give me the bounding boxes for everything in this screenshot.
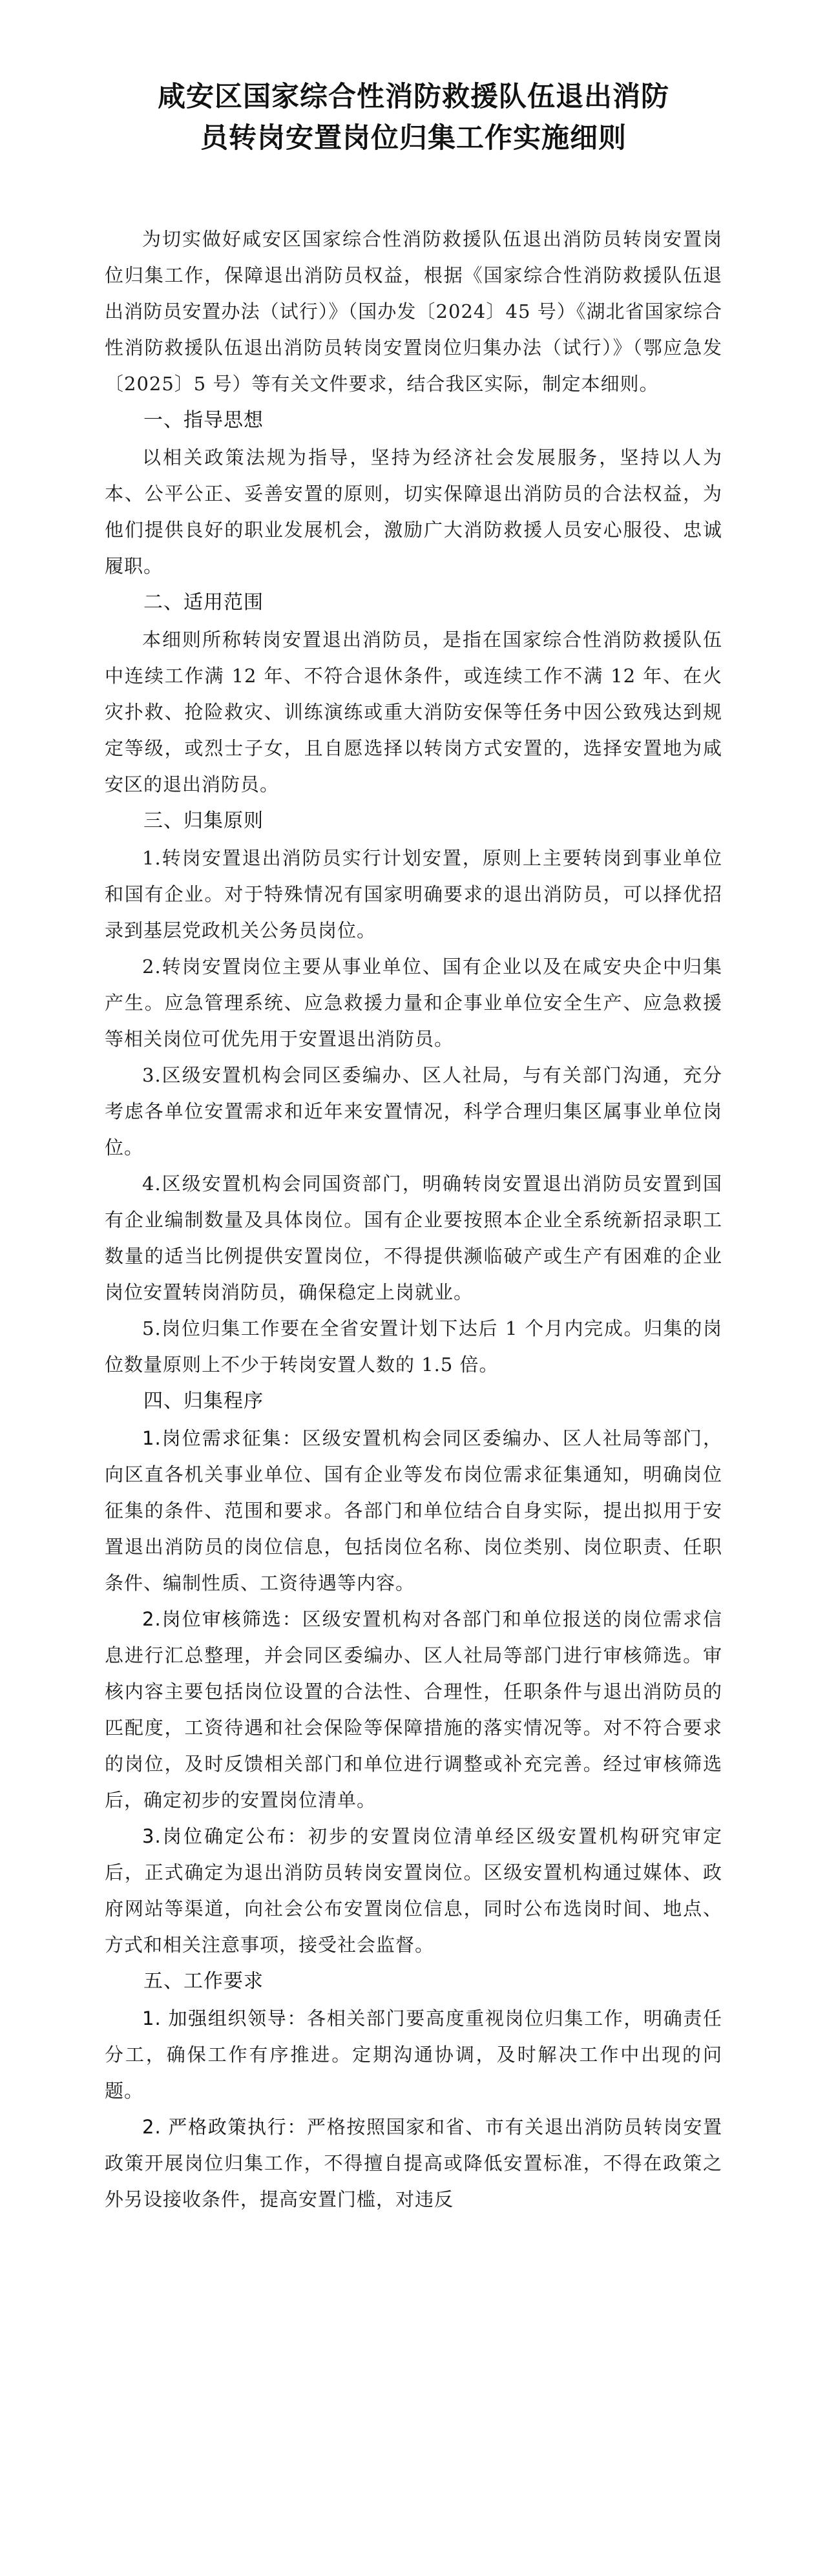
intro-paragraph: 为切实做好咸安区国家综合性消防救援队伍退出消防员转岗安置岗位归集工作，保障退出消防员权益，根据《国家综合性消防救援队伍退出消防员安置办法（试行）》（国办发〔2024〕45 号）《湖北省国家综合性消防救援队伍退出消防员转岗安置岗位归集办法（试行）》（鄂应急发〔2025〕5 号）等有关文件要求，结合我区实际，制定本细则。 bbox=[105, 228, 722, 395]
paragraph-text: 4.区级安置机构会同国资部门，明确转岗安置退出消防员安置到国有企业编制数量及具体岗位。国有企业要按照本企业全系统新招录职工数量的适当比例提供安置岗位，不得提供濒临破产或生产有困难的企业岗位安置转岗消防员，确保稳定上岗就业。 bbox=[105, 1173, 722, 1303]
section-paragraph bbox=[105, 1818, 722, 1963]
section-paragraph bbox=[105, 1420, 722, 1601]
paragraph-text: 区级安置机构会同区委编办、区人社局等部门，向区直各机关事业单位、国有企业等发布岗位需求征集通知，明确岗位征集的条件、范围和要求。各部门和单位结合自身实际，提出拟用于安置退出消防员的岗位信息，包括岗位名称、岗位类别、岗位职责、任职条件、编制性质、工资待遇等内容。 bbox=[105, 1427, 722, 1594]
paragraph-text: 初步的安置岗位清单经区级安置机构研究审定后，正式确定为退出消防员转岗安置岗位。区级安置机构通过媒体、政府网站等渠道，向社会公布安置岗位信息，同时公布选岗时间、地点、方式和相关注意事项，接受社会监督。 bbox=[105, 1825, 722, 1956]
paragraph-text: 以相关政策法规为指导，坚持为经济社会发展服务，坚持以人为本、公平公正、妥善安置的原则，切实保障退出消防员的合法权益，为他们提供良好的职业发展机会，激励广大消防救援人员安心服役、忠诚履职。 bbox=[105, 446, 722, 577]
paragraph-text: 区级安置机构对各部门和单位报送的岗位需求信息进行汇总整理，并会同区委编办、区人社局等部门进行审核筛选。审核内容主要包括岗位设置的合法性、合理性，任职条件与退出消防员的匹配度，工资待遇和社会保险等保障措施的落实情况等。对不符合要求的岗位，及时反馈相关部门和单位进行调整或补充完善。经过审核筛选后，确定初步的安置岗位清单。 bbox=[105, 1608, 722, 1811]
section-paragraph bbox=[105, 840, 722, 948]
paragraph-text: 3.区级安置机构会同区委编办、区人社局，与有关部门沟通，充分考虑各单位安置需求和近年来安置情况，科学合理归集区属事业单位岗位。 bbox=[105, 1064, 722, 1158]
section-paragraph bbox=[105, 1166, 722, 1310]
document-title bbox=[105, 76, 722, 159]
paragraph-text: 严格按照国家和省、市有关退出消防员转岗安置政策开展岗位归集工作，不得擅自提高或降低安置标准，不得在政策之外另设接收条件，提高安置门槛，对违反 bbox=[105, 2116, 722, 2210]
section-paragraph bbox=[105, 622, 722, 802]
paragraph-lead: 2.岗位审核筛选： bbox=[142, 1608, 302, 1630]
title-line-1: 咸安区国家综合性消防救援队伍退出消防 bbox=[158, 81, 669, 113]
section-paragraph bbox=[105, 439, 722, 584]
title-line-2: 员转岗安置岗位归集工作实施细则 bbox=[200, 122, 627, 154]
paragraph-text: 5.岗位归集工作要在全省安置计划下达后 1 个月内完成。归集的岗位数量原则上不少于转岗安置人数的 1.5 倍。 bbox=[105, 1317, 722, 1376]
document-body bbox=[105, 402, 722, 2217]
section-paragraph bbox=[105, 1310, 722, 1383]
paragraph-text: 本细则所称转岗安置退出消防员，是指在国家综合性消防救援队伍中连续工作满 12 年、不符合退休条件，或连续工作不满 12 年、在火灾扑救、抢险救灾、训练演练或重大消防安保等任务中因公致残达到规定等级，或烈士子女，且自愿选择以转岗方式安置的，选择安置地为咸安区的退出消防员。 bbox=[105, 629, 722, 795]
section-paragraph bbox=[105, 948, 722, 1057]
section-paragraph bbox=[105, 1057, 722, 1166]
paragraph-lead: 1. 加强组织领导： bbox=[142, 2007, 308, 2029]
paragraph-lead: 1.岗位需求征集： bbox=[142, 1427, 302, 1449]
section-heading: 四、归集程序 bbox=[143, 1390, 264, 1412]
section-paragraph bbox=[105, 1601, 722, 1818]
paragraph-lead: 3.岗位确定公布： bbox=[142, 1825, 308, 1847]
section-paragraph bbox=[105, 2109, 722, 2217]
paragraph-text: 各相关部门要高度重视岗位归集工作，明确责任分工，确保工作有序推进。定期沟通协调，及时解决工作中出现的问题。 bbox=[105, 2007, 722, 2102]
paragraph-text: 1.转岗安置退出消防员实行计划安置，原则上主要转岗到事业单位和国有企业。对于特殊情况有国家明确要求的退出消防员，可以择优招录到基层党政机关公务员岗位。 bbox=[105, 847, 722, 941]
section-heading: 五、工作要求 bbox=[143, 1970, 264, 1993]
paragraph-lead: 2. 严格政策执行： bbox=[142, 2116, 308, 2138]
section-paragraph bbox=[105, 2000, 722, 2109]
section-heading: 二、适用范围 bbox=[143, 591, 264, 614]
section-heading: 三、归集原则 bbox=[143, 810, 264, 832]
section-heading: 一、指导思想 bbox=[143, 409, 264, 432]
paragraph-text: 2.转岗安置岗位主要从事业单位、国有企业以及在咸安央企中归集产生。应急管理系统、应急救援力量和企事业单位安全生产、应急救援等相关岗位可优先用于安置退出消防员。 bbox=[105, 956, 722, 1050]
